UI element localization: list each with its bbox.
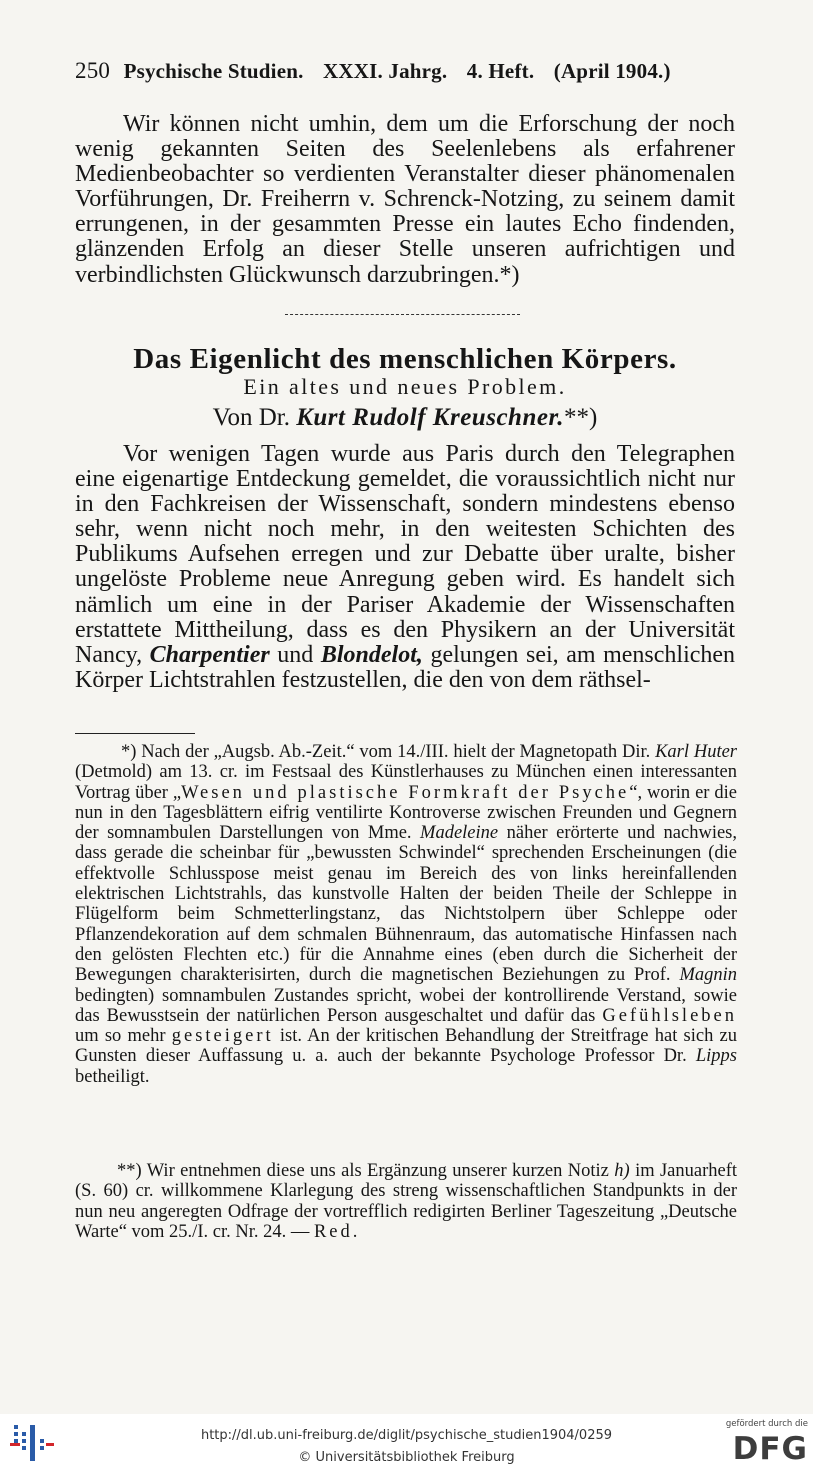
section-end-rule xyxy=(285,314,520,315)
article-title: Das Eigenlicht des menschlichen Körpers. xyxy=(133,343,677,375)
footnote-text: “, worin er die nun in den Tagesblättern eifrig ventilirte Kontroverse zwischen Freunden und Gegnern der somnambulen Darstellungen von Mme. xyxy=(75,782,737,844)
dfg-caption: gefördert durch die xyxy=(725,1419,808,1429)
byline-prefix: Von Dr. xyxy=(212,404,290,431)
footnote-italic-ref: h) xyxy=(614,1161,630,1181)
footnote-text: (Detmold) am 13. cr. im Festsaal des Künstlerhauses zu München einen interessanten Vortrag über „ xyxy=(75,762,737,803)
footnote-text: betheiligt. xyxy=(75,1066,150,1087)
scientist-name-2: Blondelot, xyxy=(320,641,423,668)
footnote-spaced-text: gesteigert xyxy=(171,1026,274,1047)
footnote-2 xyxy=(75,1161,737,1242)
footnote-text: ist. An der kritischen Behandlung der Streitfrage hat sich zu Gunsten dieser Auffassung u. a. auch der bekannte Psychologe Professor Dr. xyxy=(75,1026,738,1067)
footnote-text: um so mehr xyxy=(75,1026,166,1047)
footnote-spaced-text: Gefühlsleben xyxy=(602,1005,737,1026)
footnote-spaced-text: Wesen und plastische Formkraft der Psyche xyxy=(181,782,630,803)
footnote-italic-name: Madeleine xyxy=(420,823,499,844)
running-header xyxy=(75,58,735,84)
page-number: 250 xyxy=(75,58,111,83)
footnote-italic-name: Lipps xyxy=(695,1046,738,1067)
conjunction: und xyxy=(277,641,314,668)
copyright-notice: © Universitätsbibliothek Freiburg xyxy=(298,1450,515,1465)
author-footnote-mark: **) xyxy=(564,404,598,431)
footnote-rule xyxy=(75,733,195,734)
footnote-1 xyxy=(75,742,737,1087)
volume-label: XXXI. Jahrg. xyxy=(323,59,448,83)
article-paragraph xyxy=(75,442,735,693)
journal-title: Psychische Studien. xyxy=(123,59,304,83)
paragraph-text-a: Vor wenigen Tagen wurde aus Paris durch den Telegraphen eine eigenartige Entdeckung gemeldet, die voraussichtlich nicht nur in den Fachkreisen der Wissenschaft, sondern mindestens ebenso sehr, wenn nicht noch mehr, in den weitesten Schichten des Publikums Aufsehen erregen und zur Debatte über uralte, bisher ungelöste Probleme neue Anregung geben wird. Es handelt sich nämlich um eine in der Pariser Akademie der Wissenschaften erstattete Mittheilung, dass es den Physikern an der Universität Nancy, xyxy=(75,441,735,668)
author-name: Kurt Rudolf Kreuschner. xyxy=(296,404,565,431)
footnote-text: näher erörterte und nachwies, dass gerade die scheinbar für „bewussten Schwindel“ sprechenden Erscheinungen (die effektvolle Schlusspose meist genau im Bereich des von links hereinfallenden elektrischen Lichtstrahls, das kunstvolle Halten der beiden Theile der Schleppe in Flügelform beim Schmetterlingstanz, das Nichtstolpern über Schleppe oder Pflanzendekoration auf dem schmalen Bühnenraum, das automatische Hinfassen nach den gelösten Flechten etc.) für die Annahme eines (eben durch die Sicherheit der Bewegungen charakterisirten, durch die magnetischen Beziehungen zu Prof. xyxy=(75,823,737,986)
article-subtitle: Ein altes und neues Problem. xyxy=(243,374,567,399)
paragraph-text-b: gelungen sei, am menschlichen Körper Lichtstrahlen festzustellen, die den von dem räthsel- xyxy=(75,641,736,693)
footnote-text: *) Nach der „Augsb. Ab.-Zeit.“ vom 14./III. hielt der Magnetopath Dir. xyxy=(121,742,651,762)
issue-date: (April 1904.) xyxy=(553,59,671,83)
footnote-spaced-text: Red. xyxy=(313,1221,361,1242)
viewer-footer xyxy=(0,1414,813,1473)
footnote-italic-name: Magnin xyxy=(679,965,737,986)
permalink-url[interactable]: http://dl.ub.uni-freiburg.de/diglit/psychische_studien1904/0259 xyxy=(200,1428,613,1443)
footnote-text: im Januarheft (S. 60) cr. willkommene Klarlegung des streng wissenschaftlichen Standpunkts in der nun neu angeregten Odfrage der vortrefflich redigirten Berliner Tageszeitung „Deutsche Warte“ vom 25./I. cr. Nr. 24. — xyxy=(75,1161,738,1242)
scientist-name-1: Charpentier xyxy=(149,641,270,668)
footnote-text: bedingten) somnambulen Zustandes spricht, wobei der kontrollirende Verstand, sowie das Bewusstsein der natürlichen Person ausgeschaltet und dafür das xyxy=(75,985,737,1026)
closing-paragraph: Wir können nicht umhin, dem um die Erforschung der noch wenig gekannten Seiten des Seelenlebens als erfahrener Medienbeobachter so verdienten Veranstalter dieser phänomenalen Vorführungen, Dr. Freiherrn v. Schrenck-Notzing, zu seinem damit errungenen, in der gesammten Presse ein lautes Echo findenden, glänzenden Erfolg an dieser Stelle unseren aufrichtigen und verbindlichsten Glückwunsch darzubringen.*) xyxy=(75,111,735,288)
footnote-text: **) Wir entnehmen diese uns als Ergänzung unserer kurzen Notiz xyxy=(117,1161,609,1181)
footnote-italic-name: Karl Huter xyxy=(655,742,738,762)
issue-label: 4. Heft. xyxy=(466,59,535,83)
article-byline xyxy=(75,404,735,432)
dfg-logo: DFG xyxy=(732,1431,808,1467)
